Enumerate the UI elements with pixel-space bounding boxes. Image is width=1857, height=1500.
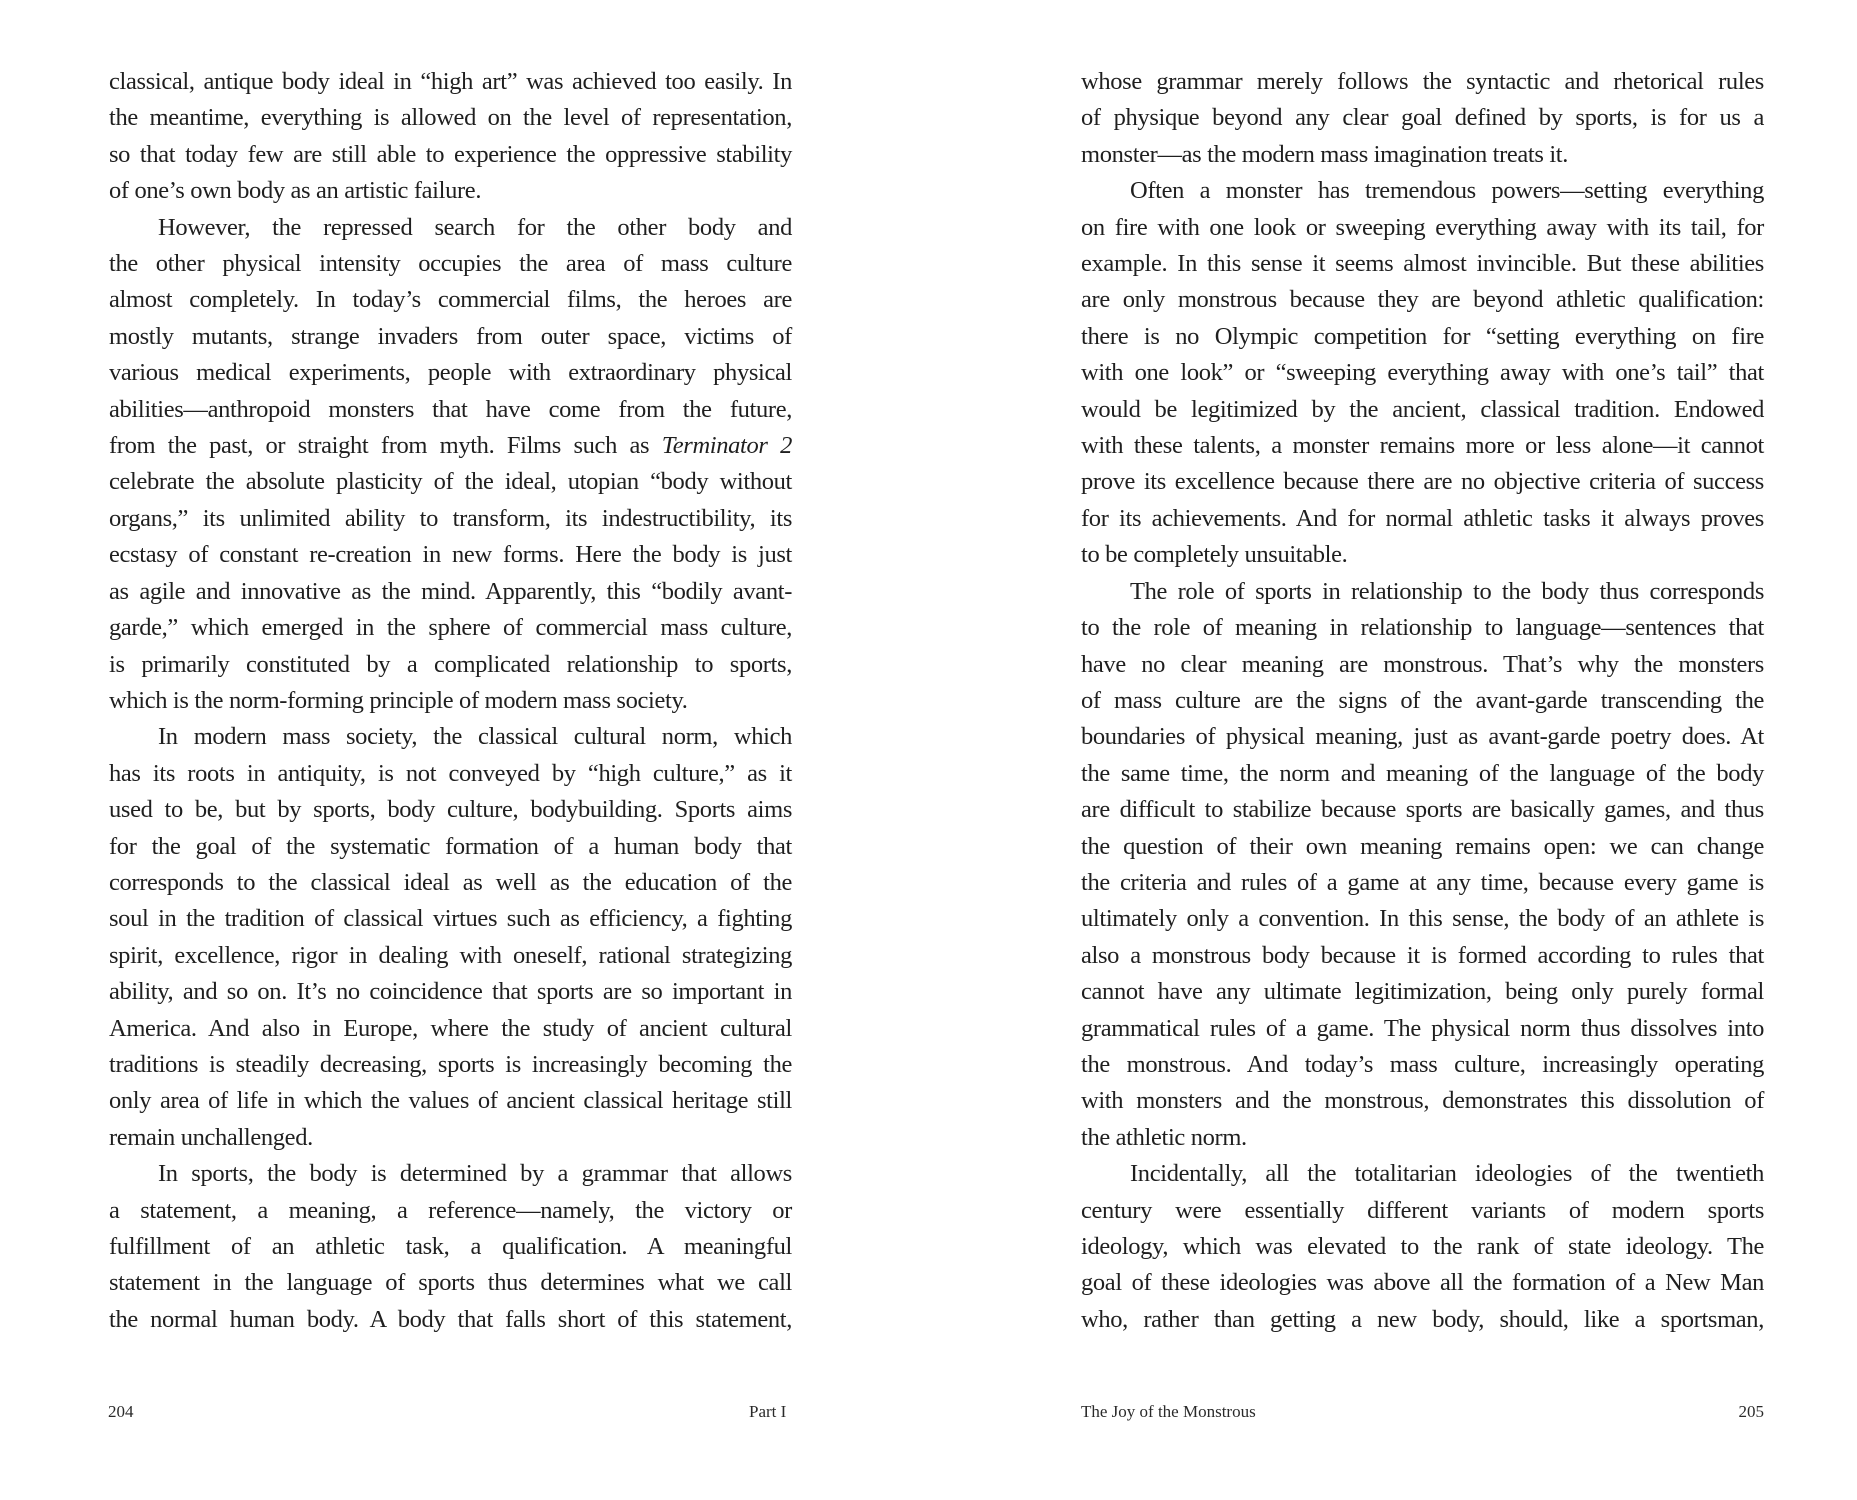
text-line: various medical experiments, people with extraordinary physical (109, 359, 792, 387)
text-line: the same time, the norm and meaning of the language of the body (1081, 759, 1764, 787)
paragraph-text (1081, 64, 1764, 1338)
text-line: are only monstrous because they are beyond athletic qualification: (1081, 286, 1764, 314)
text-line: classical, antique body ideal in “high art” was achieved too easily. In (109, 68, 792, 95)
right-body-text (1081, 64, 1764, 1338)
text-line: garde,” which emerged in the sphere of commercial mass culture, (109, 614, 792, 642)
text-line: the monstrous. And today’s mass culture, increasingly operating (1081, 1050, 1764, 1078)
text-line: century were essentially different variants of modern sports (1081, 1196, 1764, 1224)
text-line: whose grammar merely follows the syntactic and rhetorical rules (1081, 68, 1764, 95)
text-line: statement in the language of sports thus determines what we call (109, 1269, 792, 1297)
text-line: only area of life in which the values of ancient classical heritage still (109, 1087, 792, 1115)
text-line: as agile and innovative as the mind. Apparently, this “bodily avant- (109, 577, 792, 605)
text-line: remain unchallenged. (109, 1123, 313, 1151)
text-line: organs,” its unlimited ability to transform, its indestructibility, its (109, 504, 792, 532)
text-line: for the goal of the systematic formation of a human body that (109, 832, 792, 860)
text-line: grammatical rules of a game. The physical norm thus dissolves into (1081, 1014, 1764, 1042)
text-line: which is the norm-forming principle of modern mass society. (109, 686, 688, 714)
text-line: fulfillment of an athletic task, a qualification. A meaningful (109, 1233, 792, 1260)
page-number: 204 (108, 1402, 134, 1421)
italic-title: Terminator 2 (661, 432, 792, 460)
text-line: used to be, but by sports, body culture, bodybuilding. Sports aims (109, 796, 792, 824)
text-line: are difficult to stabilize because sports are basically games, and thus (1081, 796, 1764, 824)
text-line: However, the repressed search for the other body and (158, 213, 792, 241)
text-line: also a monstrous body because it is formed according to rules that (1081, 941, 1764, 969)
text-line: have no clear meaning are monstrous. That’s why the monsters (1081, 650, 1764, 678)
text-line: so that today few are still able to experience the oppressive stability (109, 140, 792, 168)
text-line: of one’s own body as an artistic failure. (109, 177, 482, 205)
right-page (928, 0, 1857, 1500)
text-line: America. And also in Europe, where the study of ancient cultural (109, 1014, 792, 1042)
text-line: on fire with one look or sweeping everything away with its tail, for (1081, 213, 1764, 241)
text-line: spirit, excellence, rigor in dealing with oneself, rational strategizing (109, 941, 792, 969)
running-head: Part I (749, 1402, 787, 1421)
text-line: ideology, which was elevated to the rank of state ideology. The (1081, 1233, 1764, 1260)
text-line: prove its excellence because there are no objective criteria of success (1081, 468, 1764, 496)
text-line: there is no Olympic competition for “setting everything on fire (1081, 322, 1764, 350)
text-line: goal of these ideologies was above all the formation of a New Man (1081, 1269, 1764, 1297)
text-line: of mass culture are the signs of the avant-garde transcending the (1081, 686, 1764, 714)
text-line: Incidentally, all the totalitarian ideologies of the twentieth (1130, 1160, 1764, 1188)
text-line: Often a monster has tremendous powers—setting everything (1130, 177, 1764, 205)
text-line: is primarily constituted by a complicated relationship to sports, (109, 650, 792, 678)
left-page (0, 0, 928, 1500)
text-line: the normal human body. A body that falls short of this statement, (109, 1305, 792, 1333)
text-line: soul in the tradition of classical virtues such as efficiency, a fighting (109, 905, 792, 933)
text-line: almost completely. In today’s commercial films, the heroes are (109, 286, 792, 314)
text-line: abilities—anthropoid monsters that have come from the future, (109, 395, 792, 423)
text-line: has its roots in antiquity, is not conveyed by “high culture,” as it (109, 759, 792, 787)
text-line: The role of sports in relationship to the body thus corresponds (1130, 577, 1764, 605)
left-body-text (109, 64, 792, 1338)
text-line: monster—as the modern mass imagination treats it. (1081, 140, 1569, 168)
text-line: the meantime, everything is allowed on the level of representation, (109, 104, 792, 132)
text-line: the other physical intensity occupies the area of mass culture (109, 250, 792, 278)
text-line: In sports, the body is determined by a grammar that allows (158, 1160, 792, 1188)
paragraph-text (109, 64, 792, 1338)
text-line: the criteria and rules of a game at any time, because every game is (1081, 868, 1764, 896)
text-line: who, rather than getting a new body, should, like a sportsman, (1081, 1305, 1764, 1333)
text-line: for its achievements. And for normal athletic tasks it always proves (1081, 504, 1764, 532)
text-line: example. In this sense it seems almost invincible. But these abilities (1081, 250, 1764, 278)
text-line: with monsters and the monstrous, demonstrates this dissolution of (1081, 1087, 1764, 1115)
text-line: of physique beyond any clear goal defined by sports, is for us a (1081, 104, 1764, 132)
text-line: to the role of meaning in relationship to language—sentences that (1081, 614, 1764, 642)
text-line: traditions is steadily decreasing, sports is increasingly becoming the (109, 1050, 792, 1078)
text-line: the athletic norm. (1081, 1123, 1247, 1151)
text-line: with these talents, a monster remains more or less alone—it cannot (1081, 432, 1764, 460)
text-line: ecstasy of constant re-creation in new forms. Here the body is just (109, 541, 792, 569)
text-line: ultimately only a convention. In this sense, the body of an athlete is (1081, 905, 1764, 933)
text-line: celebrate the absolute plasticity of the ideal, utopian “body without (109, 468, 792, 496)
text-line: from the past, or straight from myth. Films such as Terminator 2 (109, 432, 792, 460)
text-line: to be completely unsuitable. (1081, 541, 1348, 569)
text-line: a statement, a meaning, a reference—namely, the victory or (109, 1196, 792, 1224)
text-line: with one look” or “sweeping everything away with one’s tail” that (1081, 359, 1764, 387)
text-line: corresponds to the classical ideal as well as the education of the (109, 868, 792, 896)
text-line: the question of their own meaning remains open: we can change (1081, 832, 1764, 860)
text-line: In modern mass society, the classical cultural norm, which (158, 723, 792, 751)
text-line: mostly mutants, strange invaders from outer space, victims of (109, 322, 792, 350)
running-head: The Joy of the Monstrous (1081, 1402, 1256, 1421)
text-line: cannot have any ultimate legitimization, being only purely formal (1081, 978, 1764, 1006)
text-line: ability, and so on. It’s no coincidence that sports are so important in (109, 978, 792, 1006)
text-line: boundaries of physical meaning, just as avant-garde poetry does. At (1081, 723, 1764, 751)
text-line: would be legitimized by the ancient, classical tradition. Endowed (1081, 395, 1764, 423)
page-number: 205 (1738, 1402, 1764, 1421)
